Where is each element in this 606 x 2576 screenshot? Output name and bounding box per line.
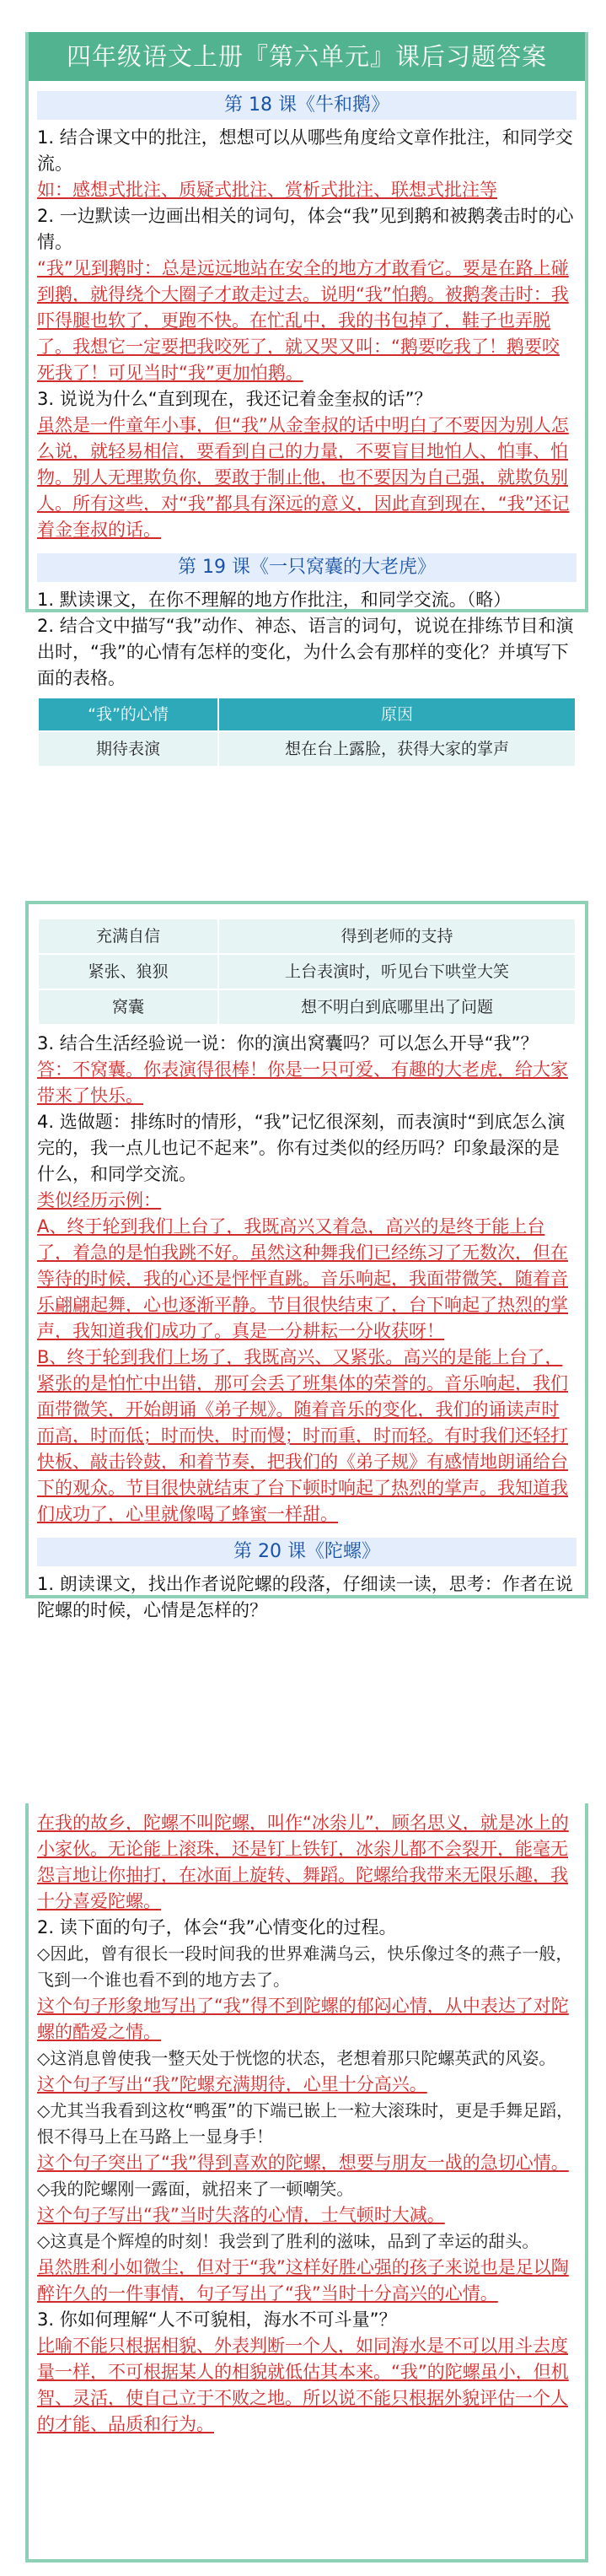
answer-20-3: 比喻不能只根据相貌、外表判断一个人，如同海水是不可以用斗去度量一样，不可根据某人的相貌就低估其本来。“我”的陀螺虽小，但机智、灵活，使自己立于不败之地。所以说不能只根据外貌评估一个人的才能、品质和行为。 — [37, 2336, 569, 2434]
question-19-4: 4. 选做题：排练时的情形，“我”记忆很深刻，而表演时“到底怎么演完的，我一点儿也记不起来”。你有过类似的经历吗？印象最深的是什么，和同学交流。 — [37, 1112, 566, 1184]
question-19-1: 1. 默读课文，在你不理解的地方作批注，和同学交流。（略） — [37, 590, 512, 610]
question-18-2: 2. 一边默读一边画出相关的词句，体会“我”见到鹅和被鹅袭击时的心情。 — [37, 206, 574, 252]
question-18-1: 1. 结合课文中的批注，想想可以从哪些角度给文章作批注，和同学交流。 — [37, 127, 573, 174]
lesson-19-title: 第 19 课《一只窝囊的大老虎》 — [37, 553, 577, 582]
answer-18-2: “我”见到鹅时：总是远远地站在安全的地方才敢看它。要是在路上碰到鹅，就得绕个大圈子才敢走过去。说明“我”怕鹅。被鹅袭击时：我吓得腿也软了，更跑不快。在忙乱中，我的书包掉了，鞋子也弄脱了。我想它一定要把我咬死了，就又哭又叫：“鹅要吃我了！鹅要咬死我了！可见当时“我”更加怕鹅。 — [37, 258, 569, 383]
question-19-2: 2. 结合文中描写“我”动作、神态、语言的词句，说说在排练节目和演出时，“我”的心情有怎样的变化，为什么会有那样的变化？并填写下面的表格。 — [37, 616, 574, 688]
mood-table-part-1 — [37, 697, 577, 768]
answer-19-4-intro: 类似经历示例： — [37, 1190, 161, 1210]
table-header-mood: “我”的心情 — [38, 698, 218, 731]
sentence-1-analysis: 这个句子形象地写出了“我”得不到陀螺的郁闷心情，从中表达了对陀螺的酷爱之情。 — [37, 1996, 569, 2042]
sentence-4: ◇我的陀螺刚一露面，就招来了一顿嘲笑。 — [37, 2179, 354, 2199]
table-cell: 上台表演时，听见台下哄堂大笑 — [218, 954, 576, 989]
answer-18-3: 虽然是一件童年小事，但“我”从金奎叔的话中明白了不要因为别人怎么说，就轻易相信，要看到自己的力量，不要盲目地怕人、怕事、怕物。别人无理欺负你，要敢于制止他，也不要因为自己强，就欺负别人。所有这些，对“我”都具有深远的意义，因此直到现在，“我”还记着金奎叔的话。 — [37, 415, 570, 540]
sentence-1: ◇因此，曾有很长一段时间我的世界难满乌云，快乐像过冬的燕子一般，飞到一个谁也看不到的地方去了。 — [37, 1943, 573, 1990]
question-20-3: 3. 你如何理解“人不可貌相，海水不可斗量”？ — [37, 2309, 397, 2330]
sentence-5: ◇这真是个辉煌的时刻！我尝到了胜利的滋味，品到了幸运的甜头。 — [37, 2231, 539, 2251]
sentence-4-analysis: 这个句子写出“我”当时失落的心情，士气顿时大减。 — [37, 2205, 445, 2225]
sentence-2-analysis: 这个句子写出“我”陀螺充满期待，心里十分高兴。 — [37, 2074, 427, 2094]
table-cell: 充满自信 — [38, 919, 218, 954]
sentence-3-analysis: 这个句子突出了“我”得到喜欢的陀螺，想要与朋友一战的急切心情。 — [37, 2153, 569, 2173]
question-18-3: 3. 说说为什么“直到现在，我还记着金奎叔的话”？ — [37, 389, 432, 409]
table-cell: 窝囊 — [38, 989, 218, 1025]
table-cell: 想在台上露脸，获得大家的掌声 — [218, 731, 576, 767]
table-cell: 想不明白到底哪里出了问题 — [218, 989, 576, 1025]
question-20-2: 2. 读下面的句子，体会“我”心情变化的过程。 — [37, 1917, 397, 1937]
page-title: 四年级语文上册『第六单元』课后习题答案 — [29, 32, 585, 81]
lesson-18-title: 第 18 课《牛和鹅》 — [37, 91, 577, 120]
lesson-card-1 — [25, 32, 588, 758]
answer-20-1: 在我的故乡，陀螺不叫陀螺，叫作“冰尜儿”，顾名思义，就是冰上的小家伙。无论能上滚珠，还是钉上铁钉，冰尜儿都不会裂开，能毫无怨言地让你抽打，在冰面上旋转、舞蹈。陀螺给我带来无限乐趣，我十分喜爱陀螺。 — [37, 1813, 569, 1911]
sentence-3: ◇尤其当我看到这枚“鸭蛋”的下端已嵌上一粒大滚珠时，更是手舞足蹈，恨不得马上在马路上一显身手！ — [37, 2100, 574, 2147]
answer-19-4-b: B、终于轮到我们上场了，我既高兴、又紧张。高兴的是能上台了，紧张的是怕忙中出错，那可会丢了班集体的荣誉的。音乐响起，我们面带微笑，开始朗诵《弟子规》。随着音乐的变化，我们的诵读声时而高，时而低；时而快，时而慢；时而重，时而轻。有时我们还轻打快板、敲击铃鼓，和着节奏，把我们的《弟子规》有感情地朗诵给台下的观众。节目很快就结束了台下顿时响起了热烈的掌声。我知道我们成功了，心里就像喝了蜂蜜一样甜。 — [37, 1347, 568, 1524]
answer-19-3: 答：不窝囊。你表演得很棒！你是一只可爱、有趣的大老虎，给大家带来了快乐。 — [37, 1059, 568, 1106]
lesson-card-2 — [25, 901, 588, 1620]
answer-18-1: 如：感想式批注、质疑式批注、赏析式批注、联想式批注等 — [37, 180, 497, 200]
table-cell: 得到老师的支持 — [218, 919, 576, 954]
sentence-2: ◇这消息曾使我一整天处于恍惚的状态，老想着那只陀螺英武的风姿。 — [37, 2048, 556, 2068]
answer-19-4-a: A、终于轮到我们上台了，我既高兴又着急，高兴的是终于能上台了，着急的是怕我跳不好。虽然这种舞我们已经练习了无数次，但在等待的时候，我的心还是怦怦直跳。音乐响起，我面带微笑，随着音乐翩翩起舞，心也逐渐平静。节目很快结束了，台下响起了热烈的掌声，我知道我们成功了。真是一分耕耘一分收获呀！ — [37, 1216, 568, 1341]
lesson-20-title: 第 20 课《陀螺》 — [37, 1538, 577, 1566]
question-19-3: 3. 结合生活经验说一说：你的演出窝囊吗？可以怎么开导“我”？ — [37, 1033, 539, 1054]
table-header-reason: 原因 — [218, 698, 576, 731]
table-cell: 期待表演 — [38, 731, 218, 767]
sentence-5-analysis: 虽然胜利小如微尘，但对于“我”这样好胜心强的孩子来说也是足以陶醉许久的一件事情，句子写出了“我”当时十分高兴的心情。 — [37, 2257, 569, 2304]
table-cell: 紧张、狼狈 — [38, 954, 218, 989]
question-20-1: 1. 朗读课文，找出作者说陀螺的段落，仔细读一读，思考：作者在说陀螺的时候，心情是怎样的？ — [37, 1574, 573, 1620]
mood-table-part-2 — [37, 918, 577, 1026]
lesson-card-3 — [25, 1803, 588, 2563]
